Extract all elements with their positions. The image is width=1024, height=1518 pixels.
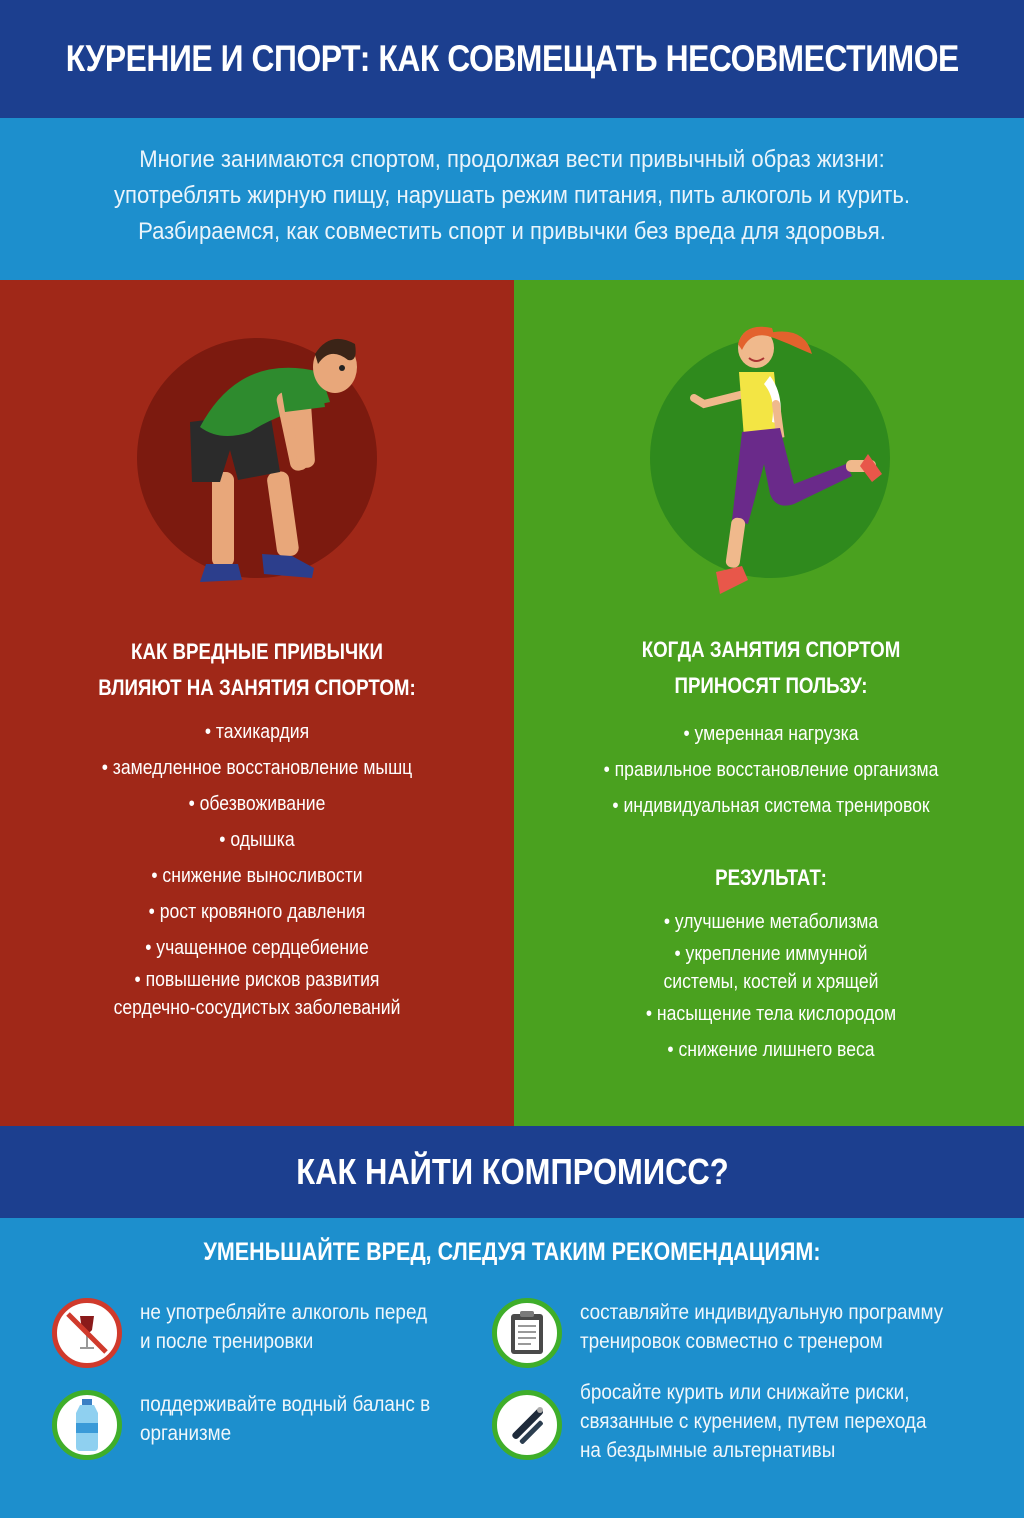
recommendation-trainer-program	[492, 1298, 992, 1368]
list-item: • умеренная нагрузка	[560, 716, 982, 752]
header-banner	[0, 0, 1024, 118]
intro-text: Многие занимаются спортом, продолжая вести привычный образ жизни: употреблять жирную пищу, нарушать режим питания, пить алкоголь и курить. Разбираемся, как совместить спорт и привычки без вреда для здоровья.	[113, 146, 911, 245]
benefits-list	[531, 716, 1011, 824]
list-item: • повышение рисков развития сердечно-сосудистых заболеваний	[46, 966, 468, 1022]
left-heading	[62, 634, 453, 706]
recommendation-text: бросайте курить или снижайте риски, связанные с курением, путем перехода на бездымные альтернативы	[580, 1381, 927, 1462]
recommendation-water-balance	[52, 1390, 472, 1460]
right-heading	[576, 632, 967, 704]
no-alcohol-icon	[52, 1298, 122, 1368]
heated-tobacco-icon	[492, 1390, 562, 1460]
water-bottle-icon	[52, 1390, 122, 1460]
list-item: • рост кровяного давления	[46, 894, 468, 930]
recommendation-text: составляйте индивидуальную программу тренировок совместно с тренером	[580, 1301, 944, 1353]
page-title: КУРЕНИЕ И СПОРТ: КАК СОВМЕЩАТЬ НЕСОВМЕСТИМОЕ	[65, 38, 959, 79]
list-item: • учащенное сердцебиение	[46, 930, 468, 966]
list-item: • замедленное восстановление мышц	[46, 750, 468, 786]
harmful-effects-list	[17, 714, 497, 1022]
list-item: • одышка	[46, 822, 468, 858]
tired-man-illustration	[180, 332, 370, 592]
list-item: • насыщение тела кислородом	[560, 996, 982, 1032]
left-heading-line1: КАК ВРЕДНЫЕ ПРИВЫЧКИ	[131, 639, 383, 664]
right-heading-line1: КОГДА ЗАНЯТИЯ СПОРТОМ	[641, 637, 901, 662]
running-woman-illustration	[684, 314, 884, 604]
list-item: • обезвоживание	[46, 786, 468, 822]
recommendations-section	[0, 1218, 1024, 1518]
harmful-habits-panel	[0, 280, 514, 1126]
compromise-title: КАК НАЙТИ КОМПРОМИСС?	[295, 1151, 729, 1192]
list-item: • снижение лишнего веса	[560, 1032, 982, 1068]
recommendation-smokeless	[492, 1378, 992, 1465]
results-list	[531, 904, 1011, 1068]
clipboard-icon	[492, 1298, 562, 1368]
recommendation-text: не употребляйте алкоголь перед и после тренировки	[140, 1301, 428, 1353]
left-heading-line2: ВЛИЯЮТ НА ЗАНЯТИЯ СПОРТОМ:	[98, 675, 416, 700]
compromise-banner	[0, 1126, 1024, 1218]
right-heading-line2: ПРИНОСЯТ ПОЛЬЗУ:	[674, 673, 868, 698]
recommendation-text: поддерживайте водный баланс в организме	[140, 1393, 431, 1445]
sport-benefits-panel	[514, 280, 1024, 1126]
list-item: • индивидуальная система тренировок	[560, 788, 982, 824]
recommendation-no-alcohol	[52, 1298, 472, 1368]
list-item: • тахикардия	[46, 714, 468, 750]
list-item: • снижение выносливости	[46, 858, 468, 894]
list-item: • правильное восстановление организма	[560, 752, 982, 788]
result-heading: РЕЗУЛЬТАТ:	[715, 865, 827, 890]
list-item: • укрепление иммунной системы, костей и хрящей	[560, 940, 982, 996]
intro-section	[0, 118, 1024, 280]
recommendations-heading: УМЕНЬШАЙТЕ ВРЕД, СЛЕДУЯ ТАКИМ РЕКОМЕНДАЦИЯМ:	[203, 1238, 821, 1266]
list-item: • улучшение метаболизма	[560, 904, 982, 940]
